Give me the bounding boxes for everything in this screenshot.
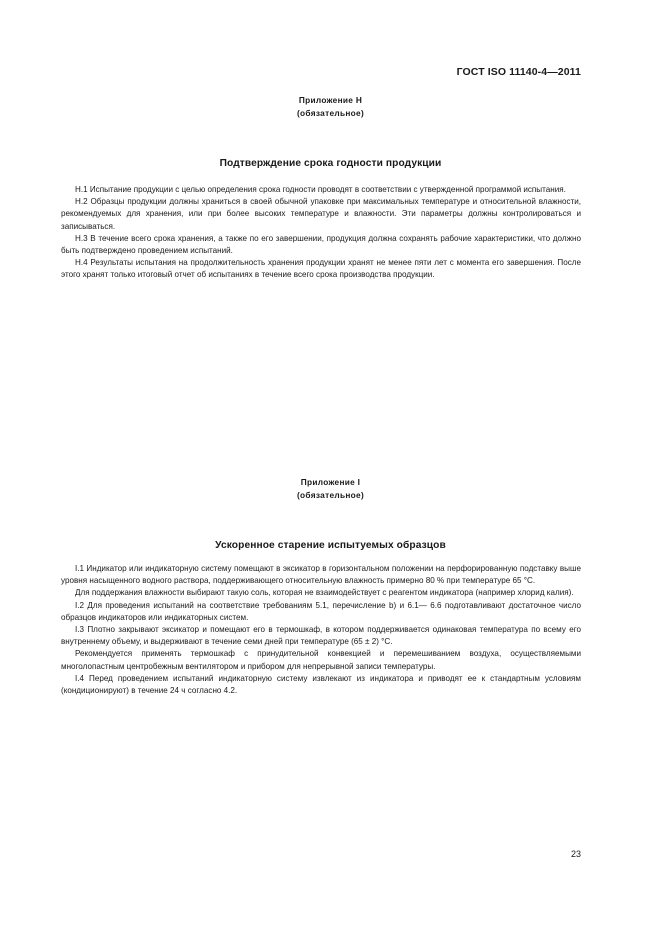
paragraph-i3-note: Рекомендуется применять термошкаф с принудительной конвекцией и перемешиванием воздуха, осуществляемыми многолопастным центробежным вентилятором и прибором для непрерывной записи температуры. (61, 649, 581, 671)
annex-i-label: Приложение I (300, 477, 361, 487)
annex-h-label: Приложение Н (298, 95, 363, 105)
annex-i-heading (0, 476, 661, 501)
paragraph-i2: I.2 Для проведения испытаний на соответствие требованиям 5.1, перечисление b) и 6.1— 6.6 подготавливают достаточное число образцов индикаторов или индикаторных систем. (61, 600, 581, 622)
annex-h-heading (0, 94, 661, 119)
paragraph-h3: Н.3 В течение всего срока хранения, а также по его завершении, продукция должна сохранять рабочие характеристики, что должно быть подтверждено проведением испытаний. (61, 233, 581, 256)
annex-i-status: (обязательное) (296, 489, 365, 500)
paragraph-h2: Н.2 Образцы продукции должны храниться в своей обычной упаковке при максимальных температуре и относительной влажности, рекомендуемых для хранения, или при более высоких температуре и влажности. Эти параметры должны контролироваться и записываться. (61, 197, 581, 231)
paragraph-i1-note: Для поддержания влажности выбирают такую соль, которая не взаимодействует с реагентом индикатора (например хлорид калия). (75, 588, 574, 598)
paragraph-h1: Н.1 Испытание продукции с целью определения срока годности проводят в соответствии с утвержденной программой испытания. (75, 185, 566, 194)
annex-i-body (61, 563, 581, 697)
page-number: 23 (570, 849, 581, 859)
standard-code-header: ГОСТ ISO 11140-4—2011 (456, 66, 581, 78)
paragraph-i4: I.4 Перед проведением испытаний индикаторную систему извлекают из индикатора и приводят ее к стандартным условиям (кондиционируют) в течение 24 ч согласно 4.2. (61, 673, 581, 696)
annex-h-body (61, 184, 581, 282)
annex-i-title: Ускоренное старение испытуемых образцов (215, 540, 446, 551)
paragraph-i1: I.1 Индикатор или индикаторную систему помещают в эксикатор в горизонтальном положении на перфорированную подставку выше уровня насыщенного водного раствора, поддерживающего относительную влажность примерно 80 % при температуре 65 °С. (61, 564, 581, 586)
annex-h-title: Подтверждение срока годности продукции (219, 158, 442, 169)
annex-h-status: (обязательное) (296, 107, 365, 118)
paragraph-h4: Н.4 Результаты испытания на продолжительность хранения продукции хранят не менее пяти лет с момента его завершения. После этого хранят только итоговый отчет об испытаниях в течение всего срока производства продукции. (61, 258, 581, 280)
paragraph-i3: I.3 Плотно закрывают эксикатор и помещают его в термошкаф, в котором поддерживается одинаковая температура по всему его внутреннему объему, и выдерживают в течение семи дней при температуре (65 ± 2) °С. (61, 625, 581, 647)
